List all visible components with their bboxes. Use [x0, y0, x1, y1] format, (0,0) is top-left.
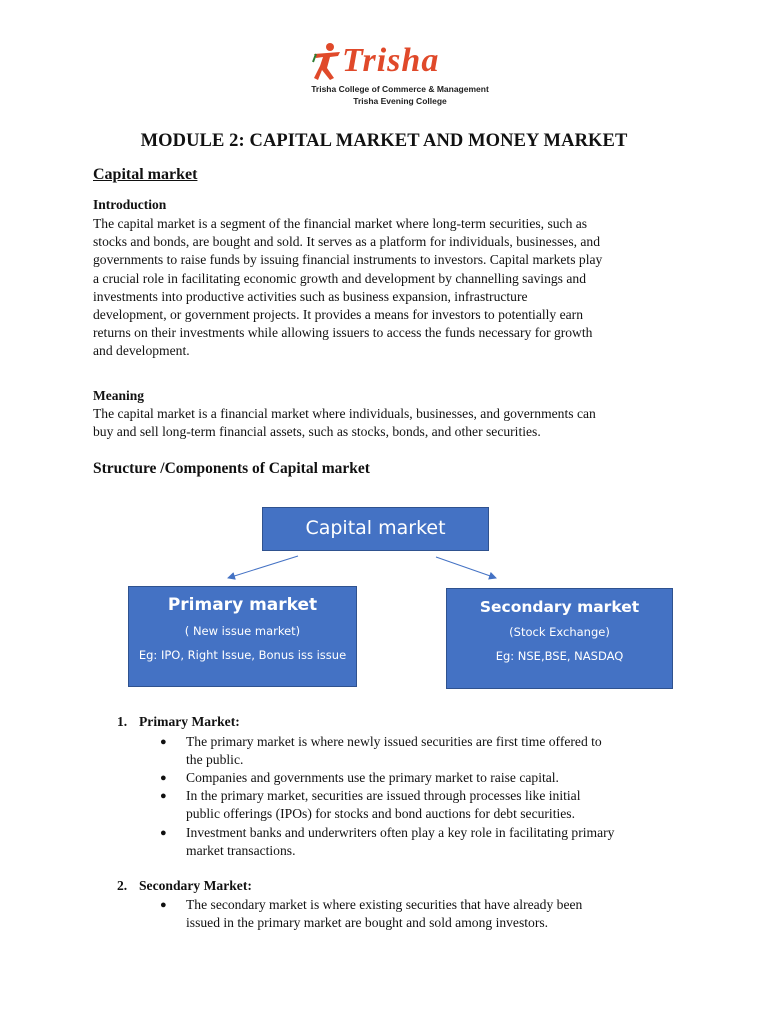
arrow-to-primary	[228, 556, 298, 578]
secondary-market-subtitle: (Stock Exchange)	[509, 625, 610, 639]
paragraph-line: stocks and bonds, are bought and sold. It serves as a platform for individuals, businesses, and	[93, 234, 601, 250]
bullet-icon: ●	[160, 827, 167, 839]
list-item-text: Investment banks and underwriters often play a key role in facilitating primary market transactions.	[186, 825, 615, 858]
secondary-market-title: Secondary market	[479, 598, 640, 616]
list-heading: Secondary Market:	[139, 878, 252, 893]
primary-market-subtitle: ( New issue market)	[184, 624, 301, 638]
module-title: MODULE 2: CAPITAL MARKET AND MONEY MARKET	[140, 131, 628, 151]
paragraph-line: and development.	[93, 343, 190, 359]
list-item	[160, 896, 680, 932]
list-item-text: The primary market is where newly issued securities are first time offered to the public.	[186, 734, 602, 767]
list-item	[160, 733, 680, 769]
bullet-icon: ●	[160, 899, 167, 911]
capital-market-box	[262, 507, 489, 551]
college-subname: Trisha Evening College	[353, 96, 447, 106]
college-name: Trisha College of Commerce & Management	[311, 84, 489, 94]
list-item	[160, 769, 680, 787]
secondary-market-examples: Eg: NSE,BSE, NASDAQ	[495, 649, 624, 663]
paragraph-line: governments to raise funds by issuing financial instruments to investors. Capital markets play	[93, 252, 603, 268]
paragraph-line: buy and sell long-term financial assets, such as stocks, bonds, and other securities.	[93, 424, 541, 440]
list-heading: Primary Market:	[139, 714, 240, 729]
paragraph-line: investments into productive activities such as business expansion, infrastructure	[93, 288, 528, 304]
primary-market-title: Primary market	[167, 595, 318, 615]
list-number: 2.	[117, 878, 128, 893]
bullet-icon: ●	[160, 736, 167, 748]
paragraph-line: returns on their investments while allowing issuers to access the funds necessary for growth	[93, 325, 593, 341]
secondary-market-heading	[117, 878, 252, 894]
paragraph-line: a crucial role in facilitating economic growth and development by channelling savings and	[93, 270, 586, 286]
primary-market-heading	[117, 714, 240, 730]
primary-market-box	[128, 586, 357, 687]
structure-heading: Structure /Components of Capital market	[93, 460, 370, 477]
paragraph-line: The capital market is a financial market where individuals, businesses, and governments can	[93, 406, 596, 421]
paragraph-line: development, or government projects. It provides a means for investors to potentially earn	[93, 307, 583, 323]
secondary-market-box	[446, 588, 673, 689]
paragraph-line: The capital market is a segment of the financial market where long-term securities, such as	[93, 216, 588, 231]
section-heading: Capital market	[93, 166, 198, 183]
list-number: 1.	[117, 714, 128, 729]
introduction-heading: Introduction	[93, 197, 167, 212]
meaning-heading: Meaning	[93, 388, 145, 403]
capital-market-label: Capital market	[305, 517, 446, 539]
primary-market-examples: Eg: IPO, Right Issue, Bonus iss issue	[138, 648, 347, 662]
list-item	[160, 787, 680, 823]
bullet-icon: ●	[160, 772, 167, 784]
bullet-icon: ●	[160, 790, 167, 802]
list-item-text: Companies and governments use the primary market to raise capital.	[186, 770, 559, 785]
arrow-to-secondary	[436, 557, 496, 578]
list-item-text: In the primary market, securities are issued through processes like initial public offerings (IPOs) for stocks and bond auctions for debt securities.	[186, 788, 581, 821]
logo-wordmark: Trisha	[342, 42, 440, 79]
list-item-text: The secondary market is where existing securities that have already been issued in the primary market are bought and sold among investors.	[186, 897, 583, 930]
list-item	[160, 824, 680, 860]
